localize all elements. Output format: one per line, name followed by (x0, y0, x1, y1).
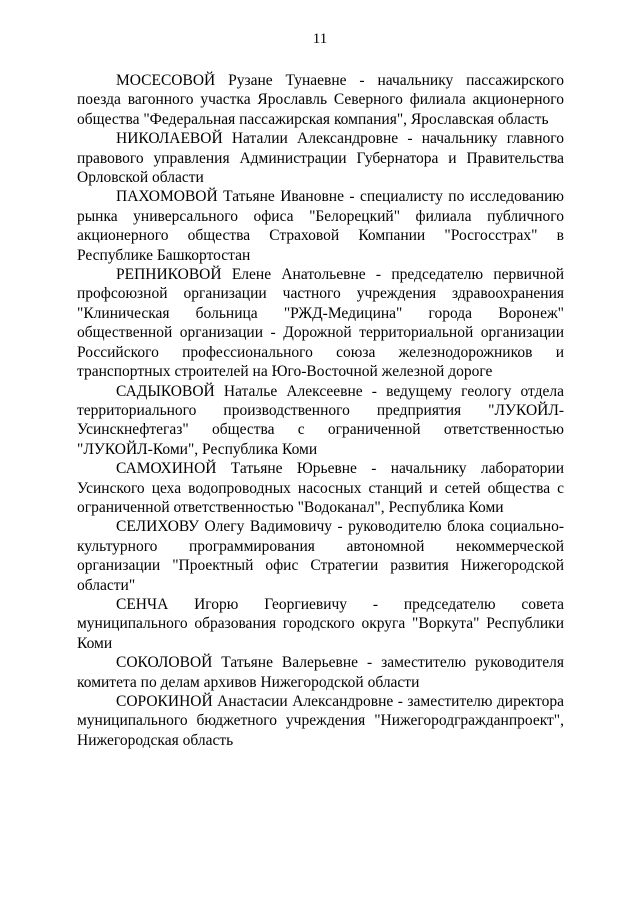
award-entry: РЕПНИКОВОЙ Елене Анатольевне - председателю первичной профсоюзной организации частного учреждения здравоохранения "Клиническая больница "РЖД-Медицина" города Воронеж" общественной организации - Дорожной территориальной организации Российского профессионального союза железнодорожников и транспортных строителей на Юго-Восточной железной дороге (77, 266, 564, 381)
document-body (77, 71, 564, 750)
award-entry: САМОХИНОЙ Татьяне Юрьевне - начальнику лаборатории Усинского цеха водопроводных насосных станций и сетей общества с ограниченной ответственностью "Водоканал", Республика Коми (77, 460, 564, 516)
award-entry: СОРОКИНОЙ Анастасии Александровне - заместителю директора муниципального бюджетного учреждения "Нижегородгражданпроект", Нижегородская область (77, 693, 564, 749)
award-entry: САДЫКОВОЙ Наталье Алексеевне - ведущему геологу отдела территориального производственного предприятия "ЛУКОЙЛ-Усинскнефтегаз" общества с ограниченной ответственностью "ЛУКОЙЛ-Коми", Республика Коми (77, 382, 564, 458)
award-entry: СЕЛИХОВУ Олегу Вадимовичу - руководителю блока социально-культурного программирования автономной некоммерческой организации "Проектный офис Стратегии развития Нижегородской области" (77, 518, 564, 594)
award-entry: СЕНЧА Игорю Георгиевичу - председателю совета муниципального образования городского округа "Воркута" Республики Коми (77, 595, 564, 652)
award-entry: НИКОЛАЕВОЙ Наталии Александровне - начальнику главного правового управления Администрации Губернатора и Правительства Орловской области (77, 130, 564, 187)
award-entry: ПАХОМОВОЙ Татьяне Ивановне - специалисту по исследованию рынка универсального офиса "Белорецкий" филиала публичного акционерного общества Страховой Компании "Росгосстрах" в Республике Башкортостан (77, 188, 564, 264)
award-entry: МОСЕСОВОЙ Рузане Тунаевне - начальнику пассажирского поезда вагонного участка Ярославль Северного филиала акционерного общества "Федеральная пассажирская компания", Ярославская область (77, 72, 564, 128)
award-entry: СОКОЛОВОЙ Татьяне Валерьевне - заместителю руководителя комитета по делам архивов Нижегородской области (77, 654, 564, 691)
page-number: 11 (312, 31, 328, 47)
